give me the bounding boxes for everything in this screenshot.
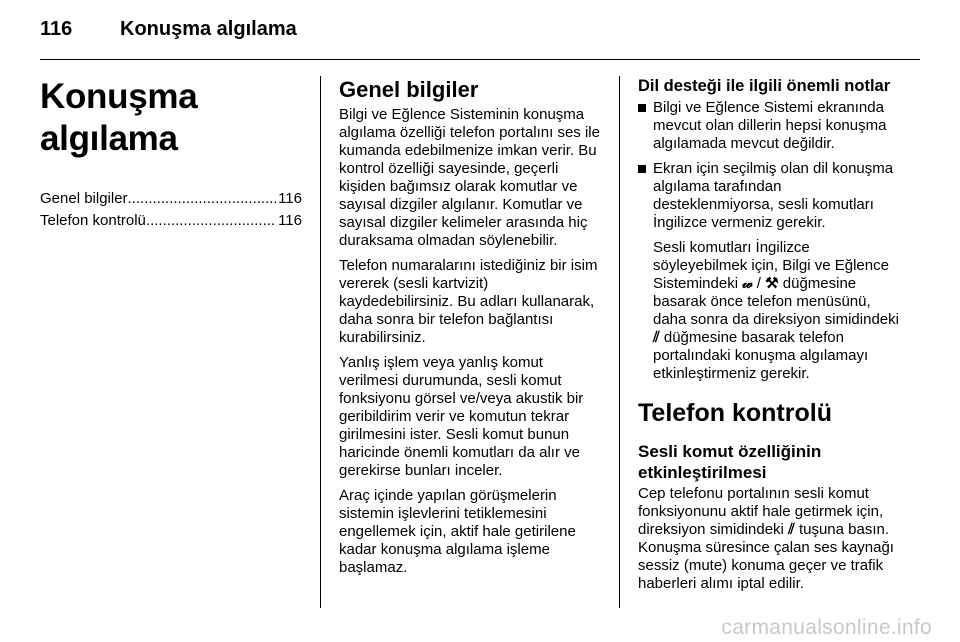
subsection-heading: Sesli komut özelliğinin etkinleştirilmesi: [638, 442, 822, 482]
toc-page: 116: [278, 212, 302, 229]
list-item: [638, 99, 903, 153]
toc-label: Telefon kontrolü: [40, 212, 146, 229]
list-item: [638, 160, 903, 383]
column-right: [638, 76, 903, 600]
toc-entry[interactable]: [40, 210, 302, 232]
paragraph: Bilgi ve Eğlence Sisteminin konuşma algılama özelliği telefon portalını ses ile kumanda edebilmenize imkan verir. Bu kontrol özelliği sayesinde, geçerli kişiden bağımsız olarak komutlar ve sayısal dizgiler algılanır. Komutlar ve sayısal dizgiler kelimeler arasında hiç duraksama olmadan söylenebilir.: [339, 106, 600, 249]
chapter-title: Konuşma algılama: [40, 77, 198, 158]
toc-page: 116: [278, 190, 302, 207]
text-run: düğmesine basarak telefon portalındaki konuşma algılamayı etkinleştirmeniz gerekir.: [653, 329, 869, 382]
slash-separator: /: [756, 275, 761, 292]
header-rule: [40, 59, 920, 60]
bullet-square-icon: [638, 165, 646, 173]
toc-leader: [146, 210, 276, 232]
paragraph: Araç içinde yapılan görüşmelerin sistemin işlevlerini tetiklemesini engellemek için, aktif hale getirilene kadar konuşma algılama işleme başlamaz.: [339, 487, 576, 576]
toc-entry[interactable]: [40, 188, 302, 210]
notes-list: [638, 99, 903, 383]
toc-label: Genel bilgiler: [40, 190, 128, 207]
section-heading-telefon: Telefon kontrolü: [638, 399, 832, 427]
watermark: carmanualsonline.info: [721, 616, 932, 639]
phone-answer-icon: 𝓌: [742, 275, 753, 292]
list-item-subparagraph: [653, 239, 903, 383]
bullet-square-icon: [638, 104, 646, 112]
steering-voice-icon: ⫽: [788, 521, 795, 538]
column-left: [40, 76, 302, 232]
text-run: düğmesine basarak önce telefon menüsünü, daha sonra da direksiyon simidindeki: [653, 275, 899, 328]
paragraph: Yanlış işlem veya yanlış komut verilmesi durumunda, sesli komut fonksiyonu görsel ve/veya akustik bir geribildirim verir ve komutun tekrar girilmesini ister. Sesli komut bunun haricinde önemli komutları da alır ve gerekirse bunları inceler.: [339, 354, 584, 479]
page-number: 116: [40, 18, 73, 40]
list-item-text: Ekran için seçilmiş olan dil konuşma algılama tarafından desteklenmiyorsa, sesli komutları İngilizce vermeniz gerekir.: [653, 160, 894, 231]
section-heading-genel: Genel bilgiler: [339, 77, 479, 102]
column-divider-2: [619, 76, 620, 608]
text-run: Sesli komutları İngilizce söyleyebilmek için, Bilgi ve Eğlence Sistemindeki: [653, 239, 889, 292]
voice-control-icon: ⚒: [765, 275, 779, 292]
steering-voice-icon: ⫽: [653, 329, 660, 346]
section-heading-dil: Dil desteği ile ilgili önemli notlar: [638, 77, 891, 95]
paragraph: Telefon numaralarını istediğiniz bir isim vererek (sesli kartvizit) kaydedebilirsiniz. Bu adları kullanarak, daha sonra bir telefon bağlantısı kurabilirsiniz.: [339, 257, 598, 346]
text-run: Cep telefonu portalının sesli komut fonksiyonunu aktif hale getirmek için, direksiyon simidindeki: [638, 485, 884, 538]
column-middle: [339, 76, 604, 584]
running-title: Konuşma algılama: [120, 18, 297, 40]
toc-leader: [128, 188, 277, 210]
list-item-text: Bilgi ve Eğlence Sistemi ekranında mevcut olan dillerin hepsi konuşma algılamada mevcut değildir.: [653, 99, 887, 152]
paragraph: [638, 485, 903, 593]
page-header: [40, 18, 920, 48]
text-run: tuşuna basın. Konuşma süresince çalan ses kaynağı sessiz (mute) konuma geçer ve trafik haberleri alımı iptal edilir.: [638, 521, 894, 592]
column-divider-1: [320, 76, 321, 608]
